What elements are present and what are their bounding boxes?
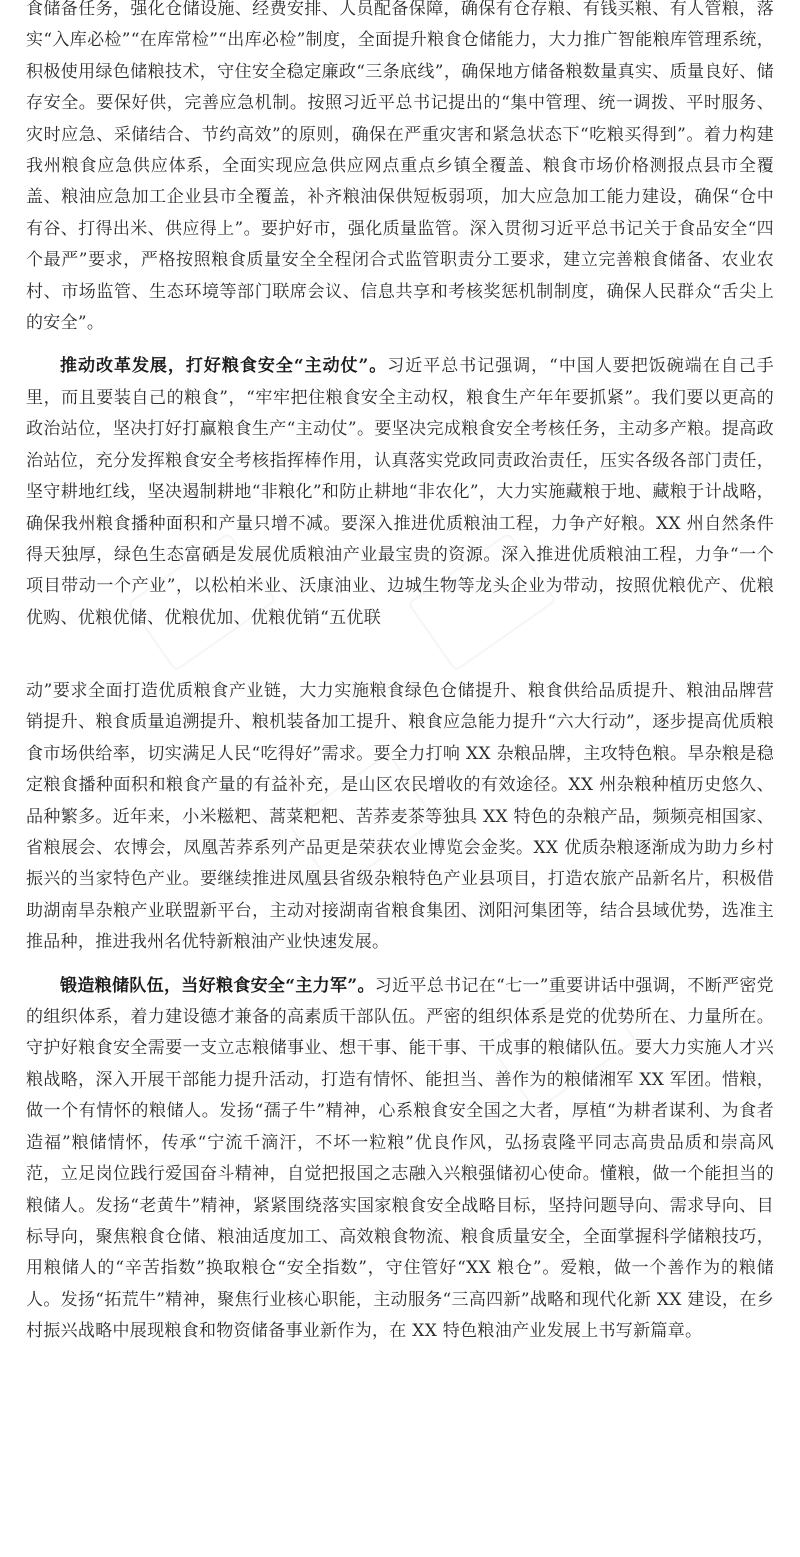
paragraph-body: 习近平总书记在“七一”重要讲话中强调，不断严密党的组织体系，着力建设德才兼备的高素质干部队伍。严密的组织体系是党的优势所在、力量所在。守护好粮食安全需要一支立志粮储事业、想干事、能干事、干成事的粮储队伍。要大力实施人才兴粮战略，深入开展干部能力提升活动，打造有情怀、能担当、善作为的粮储湘军 XX 军团。惜粮，做一个有情怀的粮储人。发扬“孺子牛”精神，心系粮食安全国之大者，厚植“为耕者谋利、为食者造福”粮储情怀，传承“宁流千滴汗，不坏一粒粮”优良作风，弘扬袁隆平同志高贵品质和崇高风范，立足岗位践行爱国奋斗精神，自觉把报国之志融入兴粮强储初心使命。懂粮，做一个能担当的粮储人。发扬“老黄牛”精神，紧紧围绕落实国家粮食安全战略目标，坚持问题导向、需求导向、目标导向，聚焦粮食仓储、粮油适度加工、高效粮食物流、粮食质量安全，全面掌握科学储粮技巧，用粮储人的“辛苦指数”换取粮仓“安全指数”，守住管好“XX 粮仓”。爱粮，做一个善作为的粮储人。发扬“拓荒牛”精神，聚焦行业核心职能，主动服务“三高四新”战略和现代化新 XX 建设，在乡村振兴战略中展现粮食和物资储备事业新作为，在 XX 特色粮油产业发展上书写新篇章。 — [26, 975, 774, 1342]
text-block-lower — [26, 676, 774, 1348]
paragraph-reform-development — [26, 351, 774, 634]
paragraph-heading: 锻造粮储队伍，当好粮食安全“主力军”。 — [60, 975, 375, 996]
text-block-upper — [26, 0, 774, 634]
paragraph-grain-team — [26, 971, 774, 1348]
paragraph-body: 习近平总书记强调，“中国人要把饭碗端在自己手里，而且要装自己的粮食”，“牢牢把住粮食安全主动权，粮食生产年年要抓紧”。我们要以更高的政治站位，坚决打好打赢粮食生产“主动仗”。要坚决完成粮食安全考核任务，主动多产粮。提高政治站位，充分发挥粮食安全考核指挥棒作用，认真落实党政同责政治责任，压实各级各部门责任，坚守耕地红线，坚决遏制耕地“非粮化”和防止耕地“非农化”，大力实施藏粮于地、藏粮于计战略，确保我州粮食播种面积和产量只增不减。要深入推进优质粮油工程，力争产好粮。XX 州自然条件得天独厚，绿色生态富硒是发展优质粮油产业最宝贵的资源。深入推进优质粮油工程，力争“一个项目带动一个产业”，以松柏米业、沃康油业、边城生物等龙头企业为带动，按照优粮优产、优粮优购、优粮优储、优粮优加、优粮优销“五优联 — [26, 356, 774, 628]
paragraph-industry-chain: 动”要求全面打造优质粮食产业链，大力实施粮食绿色仓储提升、粮食供给品质提升、粮油品牌营销提升、粮食质量追溯提升、粮机装备加工提升、粮食应急能力提升“六大行动”，逐步提高优质粮食市场供给率，切实满足人民“吃得好”需求。要全力打响 XX 杂粮品牌，主攻特色粮。旱杂粮是稳定粮食播种面积和粮食产量的有益补充，是山区农民增收的有效途径。XX 州杂粮种植历史悠久、品种繁多。近年来，小米糍粑、蒿菜粑粑、苦荞麦茶等独具 XX 特色的杂粮产品，频频亮相国家、省粮展会、农博会，凤凰苦荞系列产品更是荣获农业博览会金奖。XX 优质杂粮逐渐成为助力乡村振兴的当家特色产业。要继续推进凤凰县省级杂粮特色产业县项目，打造农旅产品新名片，积极借助湖南旱杂粮产业联盟新平台，主动对接湖南省粮食集团、浏阳河集团等，结合县域优势，选准主推品种，推进我州名优特新粮油产业快速发展。 — [26, 681, 774, 953]
paragraph-grain-storage: 食储备任务，强化仓储设施、经费安排、人员配备保障，确保有仓存粮、有钱买粮、有人管粮，落实“入库必检”“在库常检”“出库必检”制度，全面提升粮食仓储能力，大力推广智能粮库管理系统，积极使用绿色储粮技术，守住安全稳定廉政“三条底线”，确保地方储备粮数量真实、质量良好、储存安全。要保好供，完善应急机制。按照习近平总书记提出的“集中管理、统一调拨、平时服务、灾时应急、采储结合、节约高效”的原则，确保在严重灾害和紧急状态下“吃粮买得到”。着力构建我州粮食应急供应体系，全面实现应急供应网点重点乡镇全覆盖、粮食市场价格测报点县市全覆盖、粮油应急加工企业县市全覆盖，补齐粮油保供短板弱项，加大应急加工能力建设，确保“仓中有谷、打得出米、供应得上”。要护好市，强化质量监管。深入贯彻习近平总书记关于食品安全“四个最严”要求，严格按照粮食质量安全全程闭合式监管职责分工要求，建立完善粮食储备、农业农村、市场监管、生态环境等部门联席会议、信息共享和考核奖惩机制制度，确保人民群众“舌尖上的安全”。 — [26, 0, 774, 334]
paragraph-heading: 推动改革发展，打好粮食安全“主动仗”。 — [60, 356, 388, 377]
